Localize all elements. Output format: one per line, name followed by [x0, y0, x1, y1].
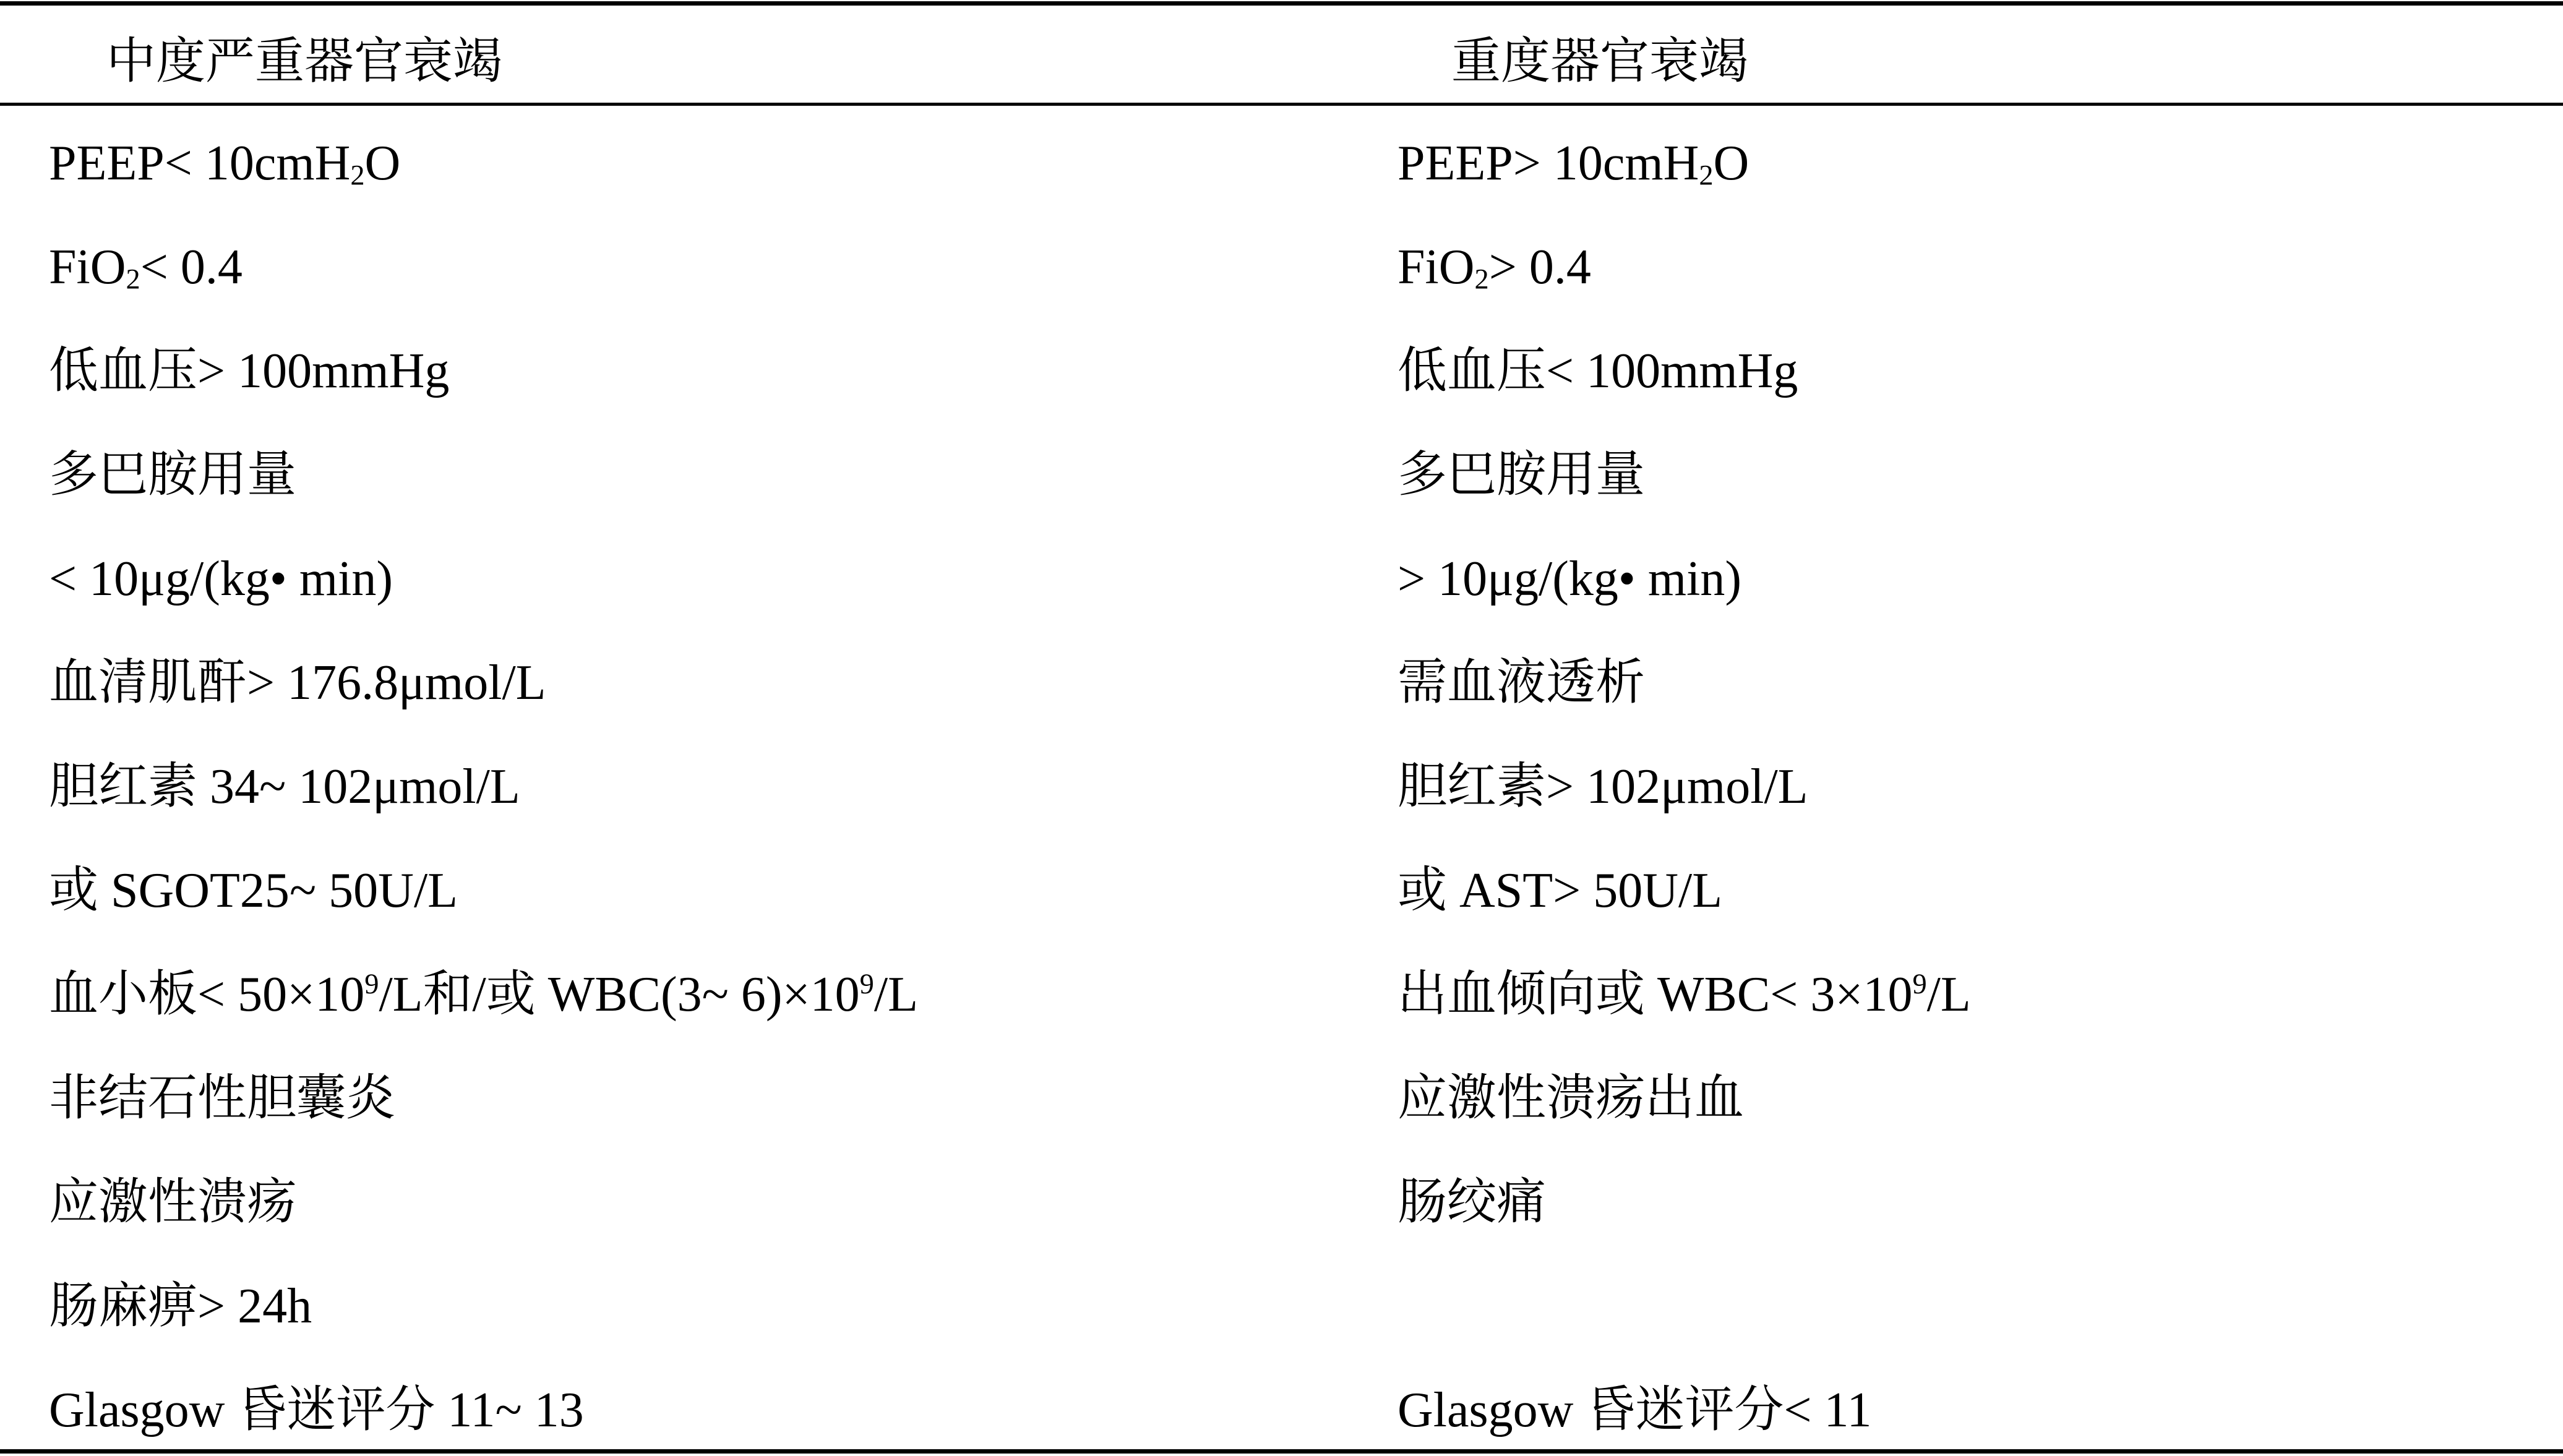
cell-text: 胆红素 34~ 102μmol/L [49, 760, 520, 814]
moderate-cell [49, 1275, 312, 1337]
severe-cell [1397, 548, 1741, 610]
moderate-cell [49, 444, 296, 506]
cell-text: 或 AST> 50U/L [1397, 863, 1723, 918]
cell-text: /L [874, 967, 918, 1022]
cell-text: 血小板< 50×10 [49, 967, 365, 1022]
header-moderate-organ-failure: 中度严重器官衰竭 [106, 35, 502, 89]
severe-cell [1397, 756, 1808, 818]
cell-text: < 0.4 [140, 240, 243, 294]
table-bottom-rule [0, 1449, 2563, 1454]
cell-subscript: 2 [1699, 160, 1714, 192]
moderate-cell [49, 236, 243, 298]
table-row [0, 444, 2563, 506]
cell-text: Glasgow 昏迷评分< 11 [1397, 1383, 1872, 1437]
table-row [0, 132, 2563, 194]
cell-text: 或 SGOT25~ 50U/L [49, 863, 458, 918]
table-row [0, 548, 2563, 610]
severe-cell [1397, 236, 1591, 298]
cell-text: 需血液透析 [1397, 656, 1645, 710]
table-row [0, 1171, 2563, 1233]
cell-text: > 0.4 [1488, 240, 1591, 294]
cell-text: 多巴胺用量 [1397, 448, 1645, 502]
cell-text: PEEP> 10cmH [1397, 136, 1699, 191]
moderate-cell [49, 964, 918, 1026]
cell-text: 应激性溃疡出血 [1397, 1071, 1744, 1126]
cell-text: 低血压> 100mmHg [49, 344, 450, 398]
table-row [0, 652, 2563, 714]
cell-text: PEEP< 10cmH [49, 136, 351, 191]
cell-text: 胆红素> 102μmol/L [1397, 760, 1808, 814]
moderate-cell [49, 1068, 395, 1129]
cell-text: 低血压< 100mmHg [1397, 344, 1798, 398]
cell-text: 非结石性胆囊炎 [49, 1071, 395, 1126]
table-row [0, 756, 2563, 818]
table-row [0, 964, 2563, 1026]
moderate-cell [49, 132, 400, 194]
cell-text: /L和/或 WBC(3~ 6)×10 [379, 967, 860, 1022]
moderate-cell [49, 1379, 584, 1441]
moderate-cell [49, 652, 546, 714]
table-header-rule [0, 103, 2563, 106]
cell-superscript: 9 [1912, 969, 1927, 1001]
cell-text: FiO [1397, 240, 1475, 294]
header-severe-organ-failure: 重度器官衰竭 [1451, 35, 1748, 89]
moderate-cell [49, 548, 393, 610]
cell-text: 多巴胺用量 [49, 448, 296, 502]
table-row [0, 860, 2563, 922]
cell-superscript: 9 [364, 969, 379, 1001]
cell-text: 肠绞痛 [1397, 1175, 1546, 1230]
table-top-rule [0, 1, 2563, 6]
table-row [0, 340, 2563, 402]
moderate-cell [49, 756, 520, 818]
table-row [0, 1379, 2563, 1441]
severe-cell [1397, 132, 1749, 194]
severe-cell [1397, 652, 1645, 714]
cell-text: O [1713, 136, 1749, 191]
cell-text: /L [1926, 967, 1971, 1022]
table-row [0, 236, 2563, 298]
severe-cell [1397, 444, 1645, 506]
severe-cell [1397, 1171, 1546, 1233]
severe-cell [1397, 1379, 1872, 1441]
table-body [0, 132, 2563, 1441]
cell-text: FiO [49, 240, 126, 294]
cell-text: O [364, 136, 401, 191]
severe-cell [1397, 860, 1722, 922]
table-row [0, 1068, 2563, 1129]
moderate-cell [49, 340, 449, 402]
cell-text: > 10μg/(kg• min) [1397, 552, 1741, 606]
table-header-row [0, 31, 2563, 93]
cell-text: 出血倾向或 WBC< 3×10 [1397, 967, 1913, 1022]
cell-subscript: 2 [350, 160, 365, 192]
severe-cell [1397, 340, 1798, 402]
cell-text: Glasgow 昏迷评分 11~ 13 [49, 1383, 584, 1437]
cell-subscript: 2 [1474, 263, 1489, 296]
severe-cell [1397, 964, 1971, 1026]
cell-text: 肠麻痹> 24h [49, 1279, 312, 1334]
cell-text: 血清肌酐> 176.8μmol/L [49, 656, 546, 710]
moderate-cell [49, 860, 458, 922]
cell-subscript: 2 [126, 263, 140, 296]
severe-cell [1397, 1068, 1744, 1129]
table-row [0, 1275, 2563, 1337]
moderate-cell [49, 1171, 296, 1233]
cell-text: < 10μg/(kg• min) [49, 552, 393, 606]
cell-text: 应激性溃疡 [49, 1175, 296, 1230]
cell-superscript: 9 [859, 969, 874, 1001]
